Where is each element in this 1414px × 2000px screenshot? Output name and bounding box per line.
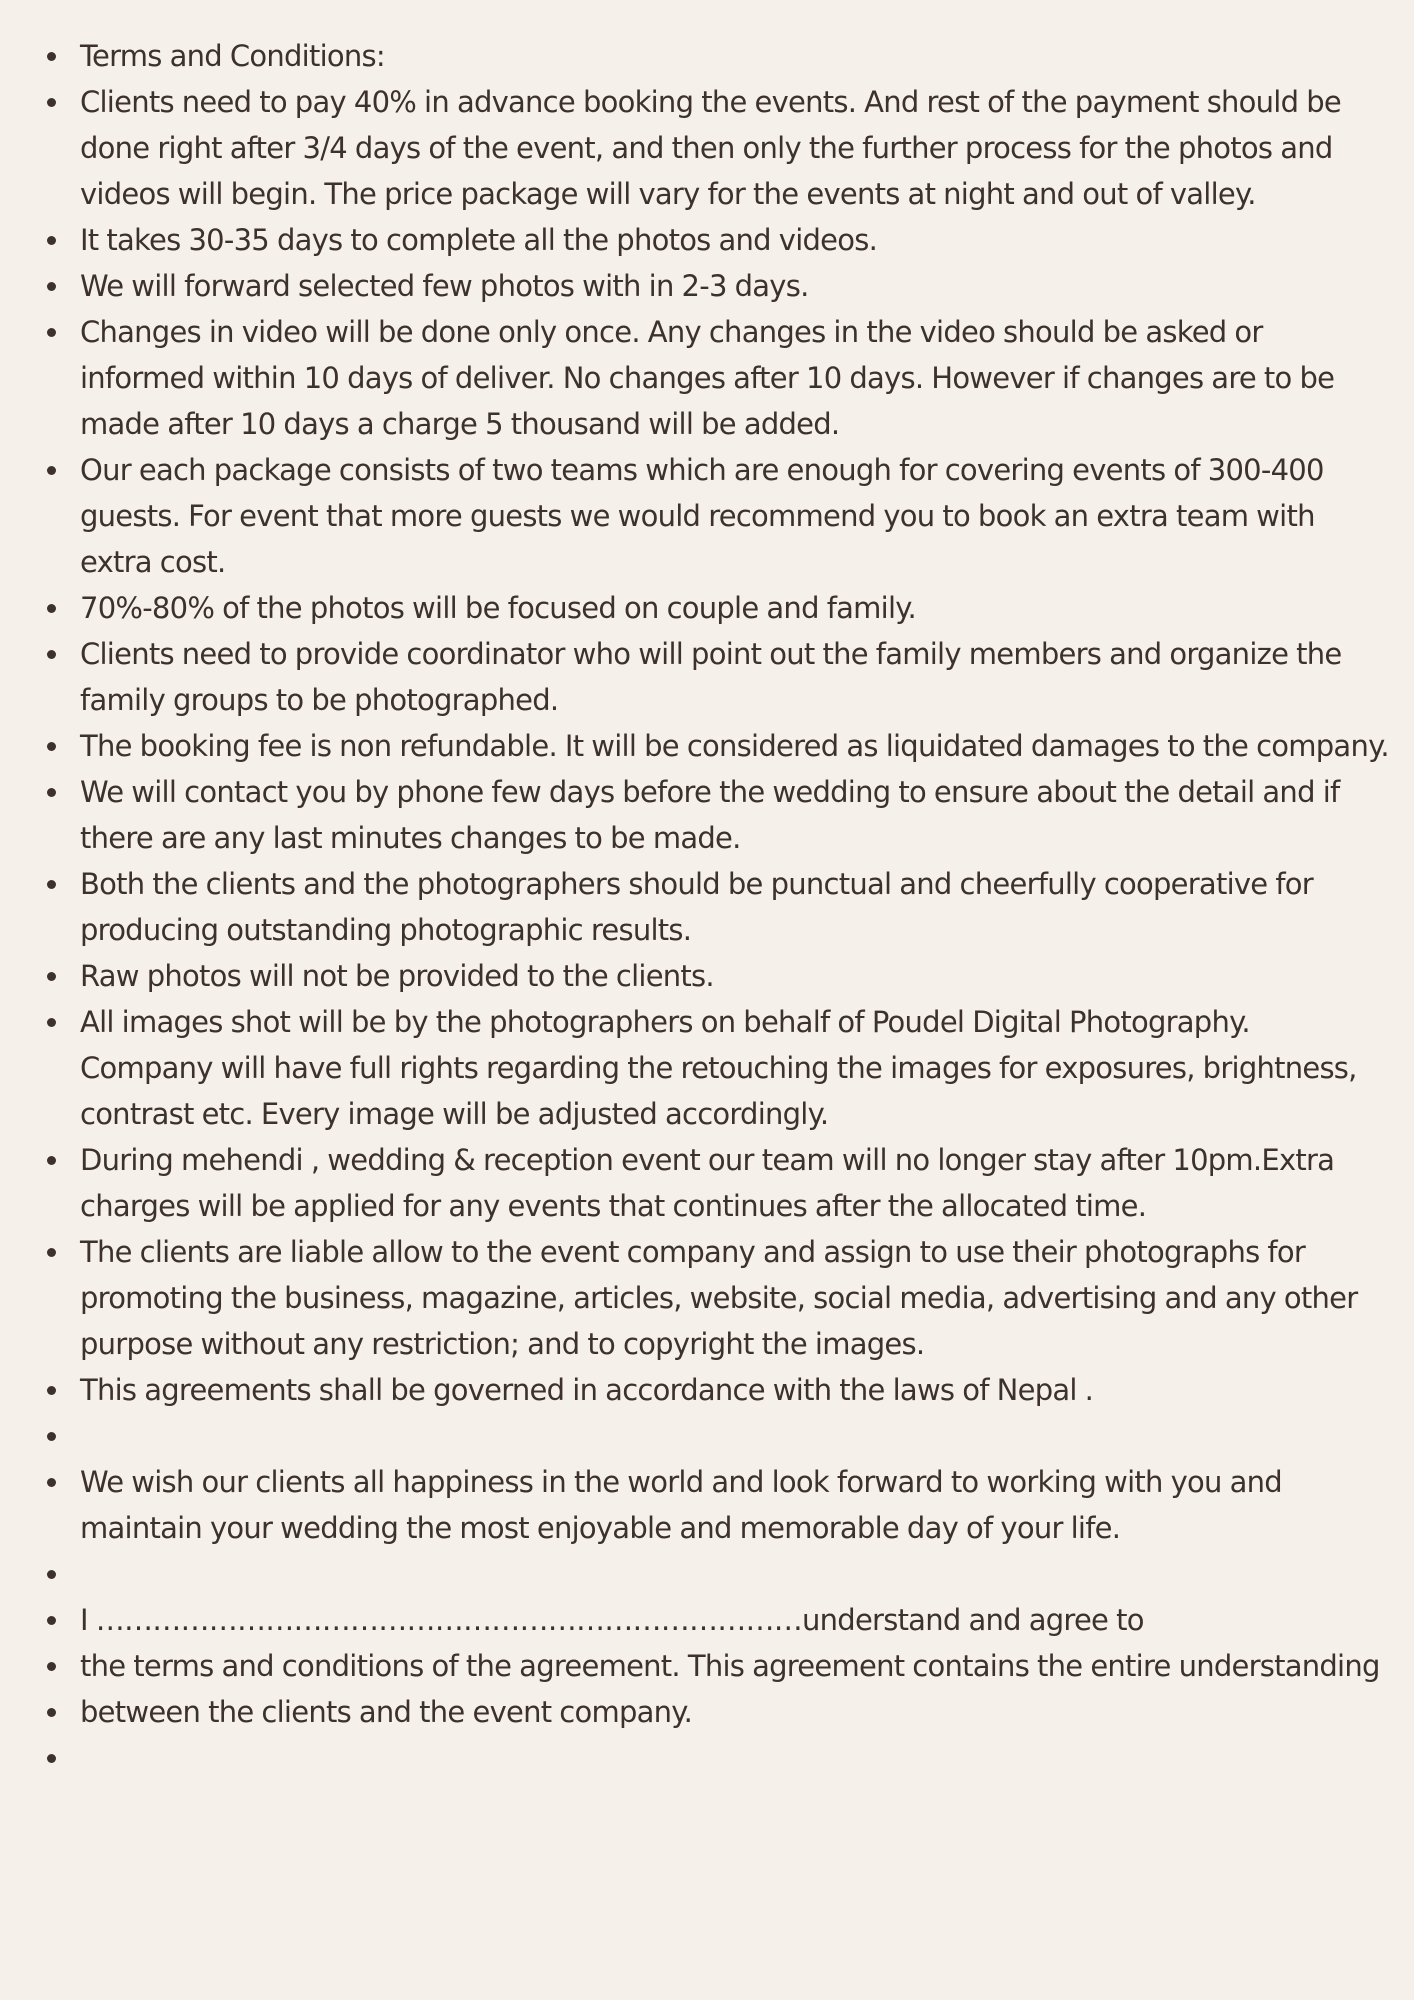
- empty-list-item: [80, 1413, 1390, 1459]
- list-item: 70%-80% of the photos will be focused on couple and family.: [80, 585, 1390, 631]
- empty-list-item: [80, 1735, 1390, 1781]
- list-item: We will forward selected few photos with in 2-3 days.: [80, 263, 1390, 309]
- list-item: The booking fee is non refundable. It will be considered as liquidated damages to the company.: [80, 723, 1390, 769]
- list-item: The clients are liable allow to the event company and assign to use their photographs for promoting the business, magazine, articles, website, social media, advertising and any other purpose without any restriction; and to copyright the images.: [80, 1229, 1390, 1367]
- list-item: Both the clients and the photographers should be punctual and cheerfully cooperative for producing outstanding photographic results.: [80, 861, 1390, 953]
- list-item: Clients need to provide coordinator who will point out the family members and organize the family groups to be photographed.: [80, 631, 1390, 723]
- list-item: This agreements shall be governed in accordance with the laws of Nepal .: [80, 1367, 1390, 1413]
- terms-list: [0, 33, 1414, 1781]
- list-item: Clients need to pay 40% in advance booking the events. And rest of the payment should be done right after 3/4 days of the event, and then only the further process for the photos and videos will begin. The price package will vary for the events at night and out of valley.: [80, 79, 1390, 217]
- list-item: between the clients and the event company.: [80, 1689, 1390, 1735]
- list-item: During mehendi , wedding & reception event our team will no longer stay after 10pm.Extra charges will be applied for any events that continues after the allocated time.: [80, 1137, 1390, 1229]
- list-item: the terms and conditions of the agreement. This agreement contains the entire understanding: [80, 1643, 1390, 1689]
- list-item: We will contact you by phone few days before the wedding to ensure about the detail and if there are any last minutes changes to be made.: [80, 769, 1390, 861]
- list-item: It takes 30-35 days to complete all the photos and videos.: [80, 217, 1390, 263]
- terms-heading: Terms and Conditions:: [80, 33, 1390, 79]
- signature-line: I …………………………………………………………………understand and agree to: [80, 1597, 1390, 1643]
- empty-list-item: [80, 1551, 1390, 1597]
- list-item: Raw photos will not be provided to the clients.: [80, 953, 1390, 999]
- list-item: Changes in video will be done only once. Any changes in the video should be asked or informed within 10 days of deliver. No changes after 10 days. However if changes are to be made after 10 days a charge 5 thousand will be added.: [80, 309, 1390, 447]
- list-item: Our each package consists of two teams which are enough for covering events of 300-400 guests. For event that more guests we would recommend you to book an extra team with extra cost.: [80, 447, 1390, 585]
- list-item: All images shot will be by the photographers on behalf of Poudel Digital Photography. Company will have full rights regarding the retouching the images for exposures, brightness, contrast etc. Every image will be adjusted accordingly.: [80, 999, 1390, 1137]
- list-item: We wish our clients all happiness in the world and look forward to working with you and maintain your wedding the most enjoyable and memorable day of your life.: [80, 1459, 1390, 1551]
